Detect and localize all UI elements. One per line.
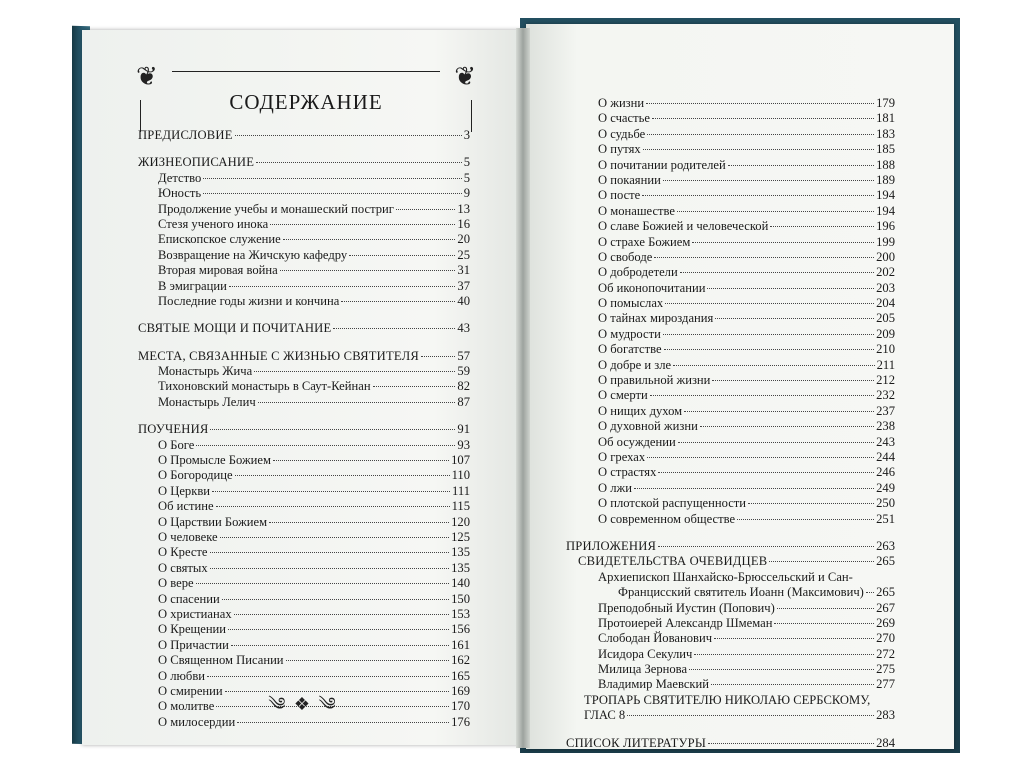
toc-entry: О Богородице 110 [158, 468, 470, 483]
toc-entry: СВЯТЫЕ МОЩИ И ПОЧИТАНИЕ 43 [138, 321, 470, 336]
toc-entry: Монастырь Лелич 87 [158, 394, 470, 409]
toc-entry: Последние годы жизни и кончина 40 [158, 293, 470, 308]
toc-entry: ПРЕДИСЛОВИЕ 3 [138, 128, 470, 142]
toc-entry: В эмиграции 37 [158, 278, 470, 293]
toc-entry: Францисский святитель Иоанн (Максимович) 265 [618, 585, 895, 600]
toc-entry: О добродетели 202 [598, 265, 895, 280]
toc-entry: О молитве 170 [158, 699, 470, 714]
toc-entry: О духовной жизни 238 [598, 419, 895, 434]
toc-entry: О славе Божией и человеческой 196 [598, 219, 895, 234]
toc-entry: О судьбе 183 [598, 126, 895, 141]
toc-entry: О любви 165 [158, 668, 470, 683]
toc-right [566, 96, 895, 751]
toc-entry: О грехах 244 [598, 449, 895, 464]
toc-entry: Протоиерей Александр Шмеман 269 [598, 615, 895, 630]
toc-entry: МЕСТА, СВЯЗАННЫЕ С ЖИЗНЬЮ СВЯТИТЕЛЯ 57 [138, 348, 470, 363]
toc-entry: ГЛАС 8 283 [584, 708, 895, 723]
toc-entry: О святых 135 [158, 560, 470, 575]
toc-entry: СВИДЕТЕЛЬСТВА ОЧЕВИДЦЕВ 265 [578, 554, 895, 569]
toc-entry: О смерти 232 [598, 388, 895, 403]
toc-entry: О мудрости 209 [598, 326, 895, 341]
toc-entry: О Причастии 161 [158, 637, 470, 652]
toc-entry: ЖИЗНЕОПИСАНИЕ 5 [138, 155, 470, 170]
toc-entry: О спасении 150 [158, 591, 470, 606]
toc-entry: О богатстве 210 [598, 342, 895, 357]
toc-entry: О почитании родителей 188 [598, 157, 895, 172]
toc-entry: Исидора Секулич 272 [598, 646, 895, 661]
toc-entry: О Кресте 135 [158, 545, 470, 560]
toc-entry: Продолжение учебы и монашеский постриг 13 [158, 201, 470, 216]
toc-entry: Об иконопочитании 203 [598, 280, 895, 295]
toc-entry: О современном обществе 251 [598, 511, 895, 526]
toc-entry: О вере 140 [158, 576, 470, 591]
toc-entry: ПРИЛОЖЕНИЯ 263 [566, 538, 895, 553]
toc-entry: СПИСОК ЛИТЕРАТУРЫ 284 [566, 735, 895, 750]
toc-entry: О путях 185 [598, 142, 895, 157]
toc-entry: Преподобный Иустин (Попович) 267 [598, 600, 895, 615]
page-title: СОДЕРЖАНИЕ [229, 90, 383, 114]
toc-entry: О Крещении 156 [158, 622, 470, 637]
toc-entry: О монашестве 194 [598, 203, 895, 218]
toc-entry: ПОУЧЕНИЯ 91 [138, 422, 470, 437]
toc-entry: О тайнах мироздания 205 [598, 311, 895, 326]
toc-entry: О жизни 179 [598, 96, 895, 110]
toc-entry: О свободе 200 [598, 249, 895, 264]
frame-top-line [172, 71, 440, 72]
ornament-top-left-icon: ❦ [136, 62, 158, 91]
toc-entry: О христианах 153 [158, 606, 470, 621]
toc-entry: Вторая мировая война 31 [158, 263, 470, 278]
toc-entry: Епископское служение 20 [158, 232, 470, 247]
toc-entry: Владимир Маевский 277 [598, 677, 895, 692]
toc-entry: Тихоновский монастырь в Саут-Кейнан 82 [158, 379, 470, 394]
toc-entry: О человеке 125 [158, 529, 470, 544]
toc-entry: О Царствии Божием 120 [158, 514, 470, 529]
book-gutter [516, 28, 530, 748]
toc-entry: О страхе Божием 199 [598, 234, 895, 249]
toc-entry: О покаянии 189 [598, 172, 895, 187]
toc-entry: О Церкви 111 [158, 483, 470, 498]
toc-entry: О правильной жизни 212 [598, 373, 895, 388]
toc-entry: Возвращение на Жичскую кафедру 25 [158, 247, 470, 262]
toc-entry: Об истине 115 [158, 499, 470, 514]
toc-entry: О Священном Писании 162 [158, 653, 470, 668]
toc-entry: О посте 194 [598, 188, 895, 203]
toc-entry: О лжи 249 [598, 480, 895, 495]
toc-entry: О помыслах 204 [598, 296, 895, 311]
toc-entry: О страстях 246 [598, 465, 895, 480]
toc-entry: О милосердии 176 [158, 714, 470, 729]
toc-entry: Детство 5 [158, 170, 470, 185]
toc-entry: О нищих духом 237 [598, 403, 895, 418]
toc-entry: Юность 9 [158, 186, 470, 201]
toc-entry: Слободан Йованович 270 [598, 631, 895, 646]
toc-entry: Монастырь Жича 59 [158, 364, 470, 379]
toc-entry: Об осуждении 243 [598, 434, 895, 449]
bottom-ornament-icon: ༄ ❖ ༄ [268, 694, 338, 714]
toc-entry: Стезя ученого инока 16 [158, 216, 470, 231]
toc-entry-continued: ТРОПАРЬ СВЯТИТЕЛЮ НИКОЛАЮ СЕРБСКОМУ, [584, 692, 871, 707]
toc-entry: Милица Зернова 275 [598, 662, 895, 677]
toc-entry: О смирении 169 [158, 683, 470, 698]
toc-entry: О плотской распущенности 250 [598, 496, 895, 511]
toc-left [138, 128, 470, 730]
toc-entry: О Боге 93 [158, 437, 470, 452]
toc-entry-continued: Архиепископ Шанхайско-Брюссельский и Сан- [598, 569, 853, 584]
toc-entry: О Промысле Божием 107 [158, 453, 470, 468]
toc-entry: О счастье 181 [598, 111, 895, 126]
ornament-top-right-icon: ❦ [454, 62, 476, 91]
toc-entry: О добре и зле 211 [598, 357, 895, 372]
